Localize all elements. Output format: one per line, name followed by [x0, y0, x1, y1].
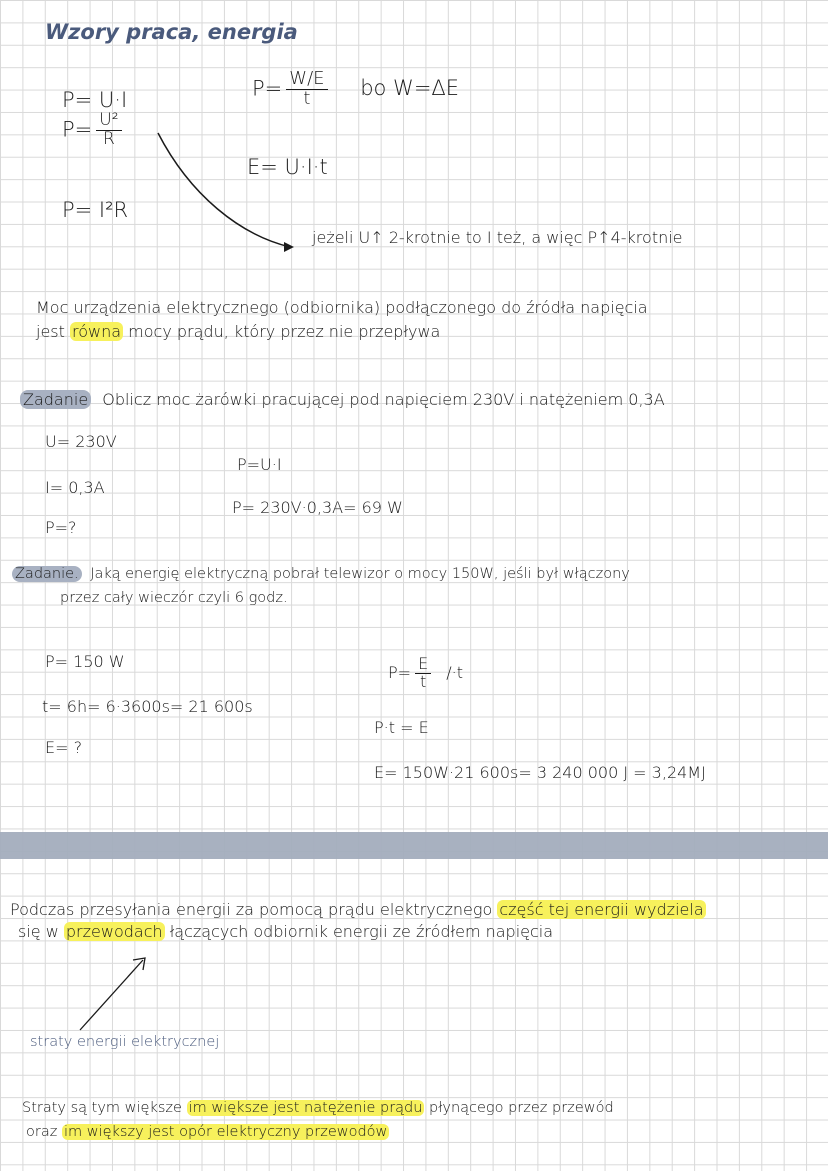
formula-lhs: P=: [252, 76, 283, 101]
task1-given-i: I= 0,3A: [45, 478, 105, 497]
conclusion-line-1: [22, 1100, 614, 1116]
text: mocy prądu, który przez nie przepływa: [128, 322, 441, 341]
task-label: Zadanie: [20, 390, 91, 409]
text: łączących odbiornik energii ze źródłem napięcia: [169, 922, 554, 941]
task1-given-u: U= 230V: [45, 432, 117, 451]
task1-heading: [20, 390, 665, 409]
arrow-note: jeżeli U↑ 2-krotnie to I też, a więc P↑4-krotnie: [312, 228, 683, 247]
task2-unknown: E= ?: [45, 738, 83, 757]
formula-e-uit: E= U·I·t: [247, 155, 328, 179]
highlight-yellow: przewodach: [65, 922, 163, 941]
text: Straty są tym większe: [22, 1100, 182, 1116]
formula-note: bo W=ΔE: [360, 76, 460, 101]
task1-result: P= 230V·0,3A= 69 W: [232, 498, 403, 517]
formula-note: /·t: [446, 662, 464, 682]
definition-line-1: Moc urządzenia elektrycznego (odbiornika) podłączonego do źródła napięcia: [36, 298, 648, 317]
task-label: Zadanie.: [12, 566, 82, 582]
section-divider: [0, 832, 828, 859]
task2-result: E= 150W·21 600s= 3 240 000 J = 3,24MJ: [374, 763, 706, 782]
text: się w: [18, 922, 59, 941]
task2-given-t: t= 6h= 6·3600s= 21 600s: [42, 697, 253, 716]
task2-formula: [388, 656, 463, 691]
highlight-yellow: równa: [72, 322, 122, 341]
highlight-yellow: im większe jest natężenie prądu: [188, 1100, 423, 1116]
highlight-yellow: im większy jest opór elektryczny przewodów: [63, 1124, 388, 1140]
task1-formula: P=U·I: [237, 455, 282, 474]
page-title: Wzory praca, energia: [45, 20, 298, 44]
conclusion-line-2: [26, 1124, 389, 1140]
fraction-denominator: t: [419, 671, 427, 691]
text: jest: [36, 322, 65, 341]
formula-p-u2r: [62, 112, 126, 149]
task-text: Jaką energię elektryczną pobrał telewizor o mocy 150W, jeśli był włączony: [90, 566, 630, 582]
straight-arrow-icon: [75, 955, 155, 1035]
fraction-denominator: R: [102, 128, 115, 149]
fraction-numerator: W/E: [286, 70, 327, 90]
losses-annotation: straty energii elektrycznej: [30, 1034, 220, 1050]
losses-line-1: [10, 900, 706, 919]
formula-p-ui: P= U·I: [62, 88, 128, 112]
text: Podczas przesyłania energii za pomocą prądu elektrycznego: [10, 900, 493, 919]
task2-given-p: P= 150 W: [45, 652, 125, 671]
definition-line-2: [36, 322, 440, 341]
formula-lhs: P=: [62, 117, 93, 142]
fraction-denominator: t: [303, 87, 311, 109]
text: płynącego przez przewód: [429, 1100, 614, 1116]
curved-arrow-icon: [150, 125, 310, 255]
task1-unknown: P=?: [45, 518, 77, 537]
fraction-numerator: E: [415, 656, 431, 674]
formula-p-i2r: P= I²R: [62, 198, 129, 222]
task2-heading: [12, 566, 630, 582]
highlight-yellow: część tej energii wydziela: [499, 900, 704, 919]
text: oraz: [26, 1124, 58, 1140]
task2-text-line-2: przez cały wieczór czyli 6 godz.: [60, 590, 288, 606]
formula-p-wt: [252, 70, 459, 109]
formula-lhs: P=: [388, 662, 412, 682]
task2-rearranged: P·t = E: [374, 718, 429, 737]
task-text: Oblicz moc żarówki pracującej pod napięciem 230V i natężeniem 0,3A: [102, 390, 665, 409]
fraction-numerator: U²: [96, 112, 121, 131]
losses-line-2: [18, 922, 553, 941]
